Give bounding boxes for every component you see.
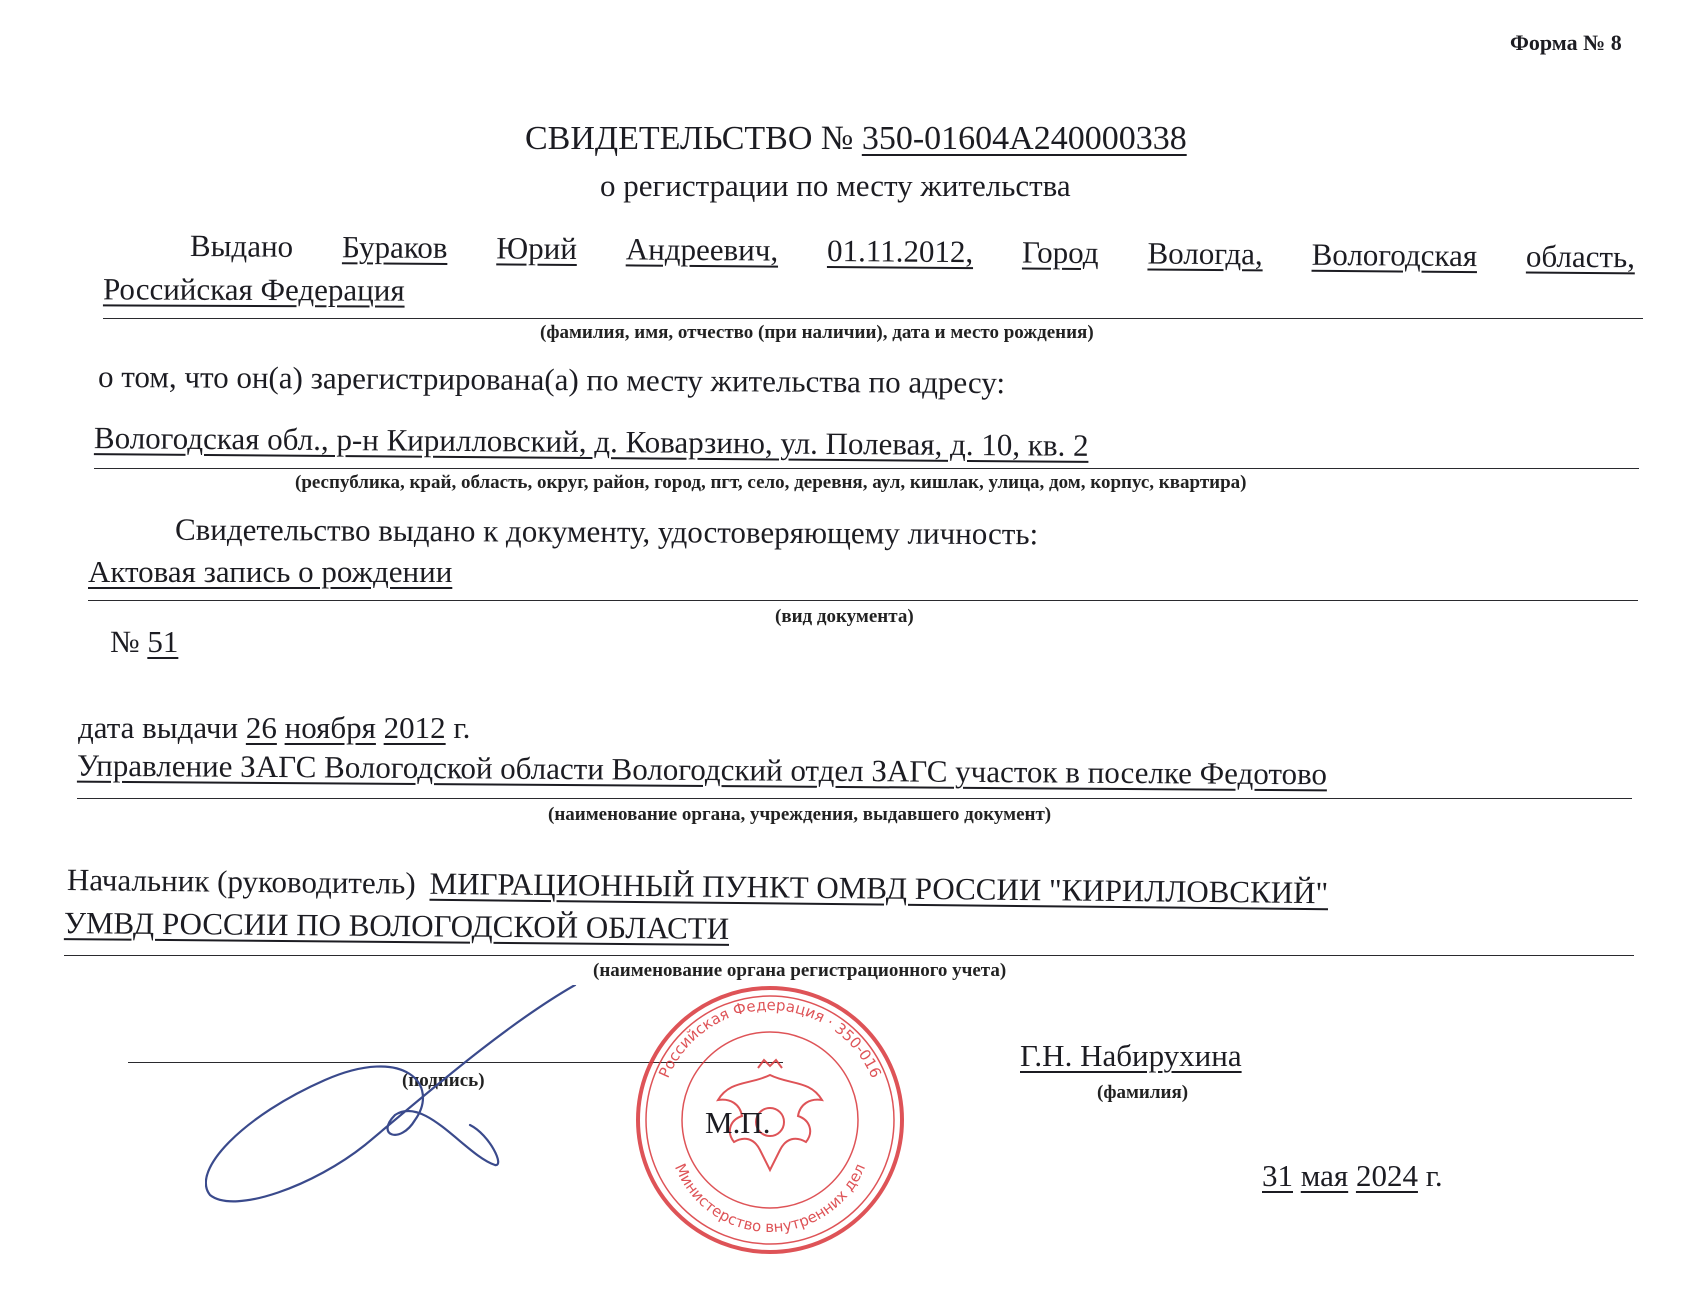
issuer-field-hint: (наименование органа, учреждения, выдавшего документ) (548, 804, 1052, 825)
person-word: Юрий (496, 230, 578, 267)
registration-statement: о том, что он(а) зарегистрирована(а) по месту жительства по адресу: (97, 358, 1006, 401)
document-subtitle: о регистрации по месту жительства (600, 168, 1071, 203)
issue-year: 2012 (383, 710, 446, 745)
head-label: Начальник (руководитель) (66, 862, 416, 901)
doc-number-label: № (110, 624, 140, 659)
identity-document-number (110, 624, 178, 660)
identity-document-type: Актовая запись о рождении (88, 554, 453, 589)
issued-label: Выдано (189, 228, 294, 264)
certificate-number: 350-01604А240000338 (861, 120, 1187, 157)
issuer-underline (77, 798, 1632, 799)
official-name-hint: (фамилия) (1097, 1082, 1189, 1103)
address-field-hint: (республика, край, область, округ, район, город, пгт, село, деревня, аул, кишлак, улица, дом, корпус, квартира) (295, 472, 1247, 493)
stamp-place-label: М.П. (705, 1105, 771, 1140)
signing-date (1262, 1158, 1443, 1194)
person-word: Город (1021, 234, 1099, 271)
address-underline (94, 468, 1639, 469)
head-organization-line-1: МИГРАЦИОННЫЙ ПУНКТ ОМВД РОССИИ "КИРИЛЛОВСКИЙ" (429, 865, 1329, 911)
document-title (525, 120, 1187, 158)
person-underline (103, 318, 1643, 319)
head-underline (64, 955, 1634, 956)
stamp-text-top: Российская Федерация · 350-016 (655, 995, 885, 1081)
issued-to-line-1 (190, 228, 1635, 275)
signature-stroke (206, 985, 575, 1201)
official-name: Г.Н. Набирухина (1020, 1038, 1242, 1073)
person-word: Бураков (341, 229, 448, 266)
sign-year: 2024 (1355, 1158, 1418, 1193)
title-prefix: СВИДЕТЕЛЬСТВО № (525, 120, 854, 157)
handwritten-signature (205, 985, 605, 1215)
stamp-text-bottom: Министерство внутренних дел (670, 1160, 869, 1237)
sign-month: мая (1300, 1158, 1349, 1193)
head-organization-line-2: УМВД РОССИИ ПО ВОЛОГОДСКОЙ ОБЛАСТИ (63, 905, 730, 946)
signature-field-hint: (подпись) (402, 1070, 485, 1091)
person-word: 01.11.2012, (826, 233, 974, 270)
doc-type-field-hint: (вид документа) (775, 606, 914, 627)
sign-year-suffix: г. (1425, 1158, 1443, 1193)
person-word: область, (1525, 238, 1636, 275)
doc-number-value: 51 (147, 624, 179, 659)
issue-year-suffix: г. (453, 710, 471, 745)
doc-type-underline (88, 600, 1638, 601)
issue-day: 26 (245, 710, 277, 745)
issue-date (78, 710, 470, 746)
person-word: Вологда, (1147, 235, 1263, 272)
issuing-authority: Управление ЗАГС Вологодской области Вологодский отдел ЗАГС участок в поселке Федотово (76, 747, 1328, 792)
person-field-hint: (фамилия, имя, отчество (при наличии), дата и место рождения) (540, 322, 1094, 343)
person-birthplace-country: Российская Федерация (102, 271, 405, 308)
head-field-hint: (наименование органа регистрационного учета) (593, 960, 1007, 981)
issue-date-label: дата выдачи (78, 710, 239, 745)
identity-document-intro: Свидетельство выдано к документу, удостоверяющему личность: (174, 511, 1039, 552)
form-number-label: Форма № 8 (1510, 30, 1622, 55)
sign-day: 31 (1262, 1158, 1293, 1193)
registration-address: Вологодская обл., р-н Кирилловский, д. Коварзино, ул. Полевая, д. 10, кв. 2 (93, 420, 1089, 463)
person-word: Вологодская (1311, 236, 1478, 274)
issue-month: ноября (284, 710, 376, 745)
person-word: Андреевич, (625, 231, 779, 268)
